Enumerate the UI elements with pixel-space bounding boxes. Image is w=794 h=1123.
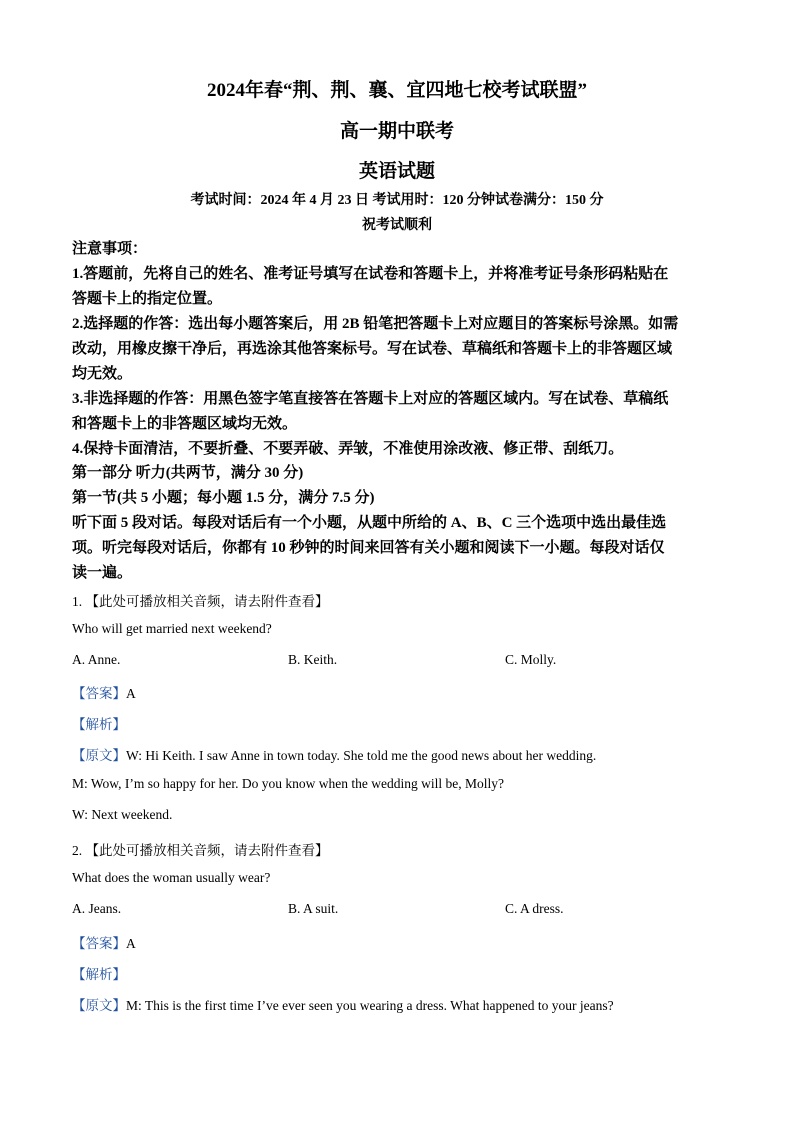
transcript-line bbox=[72, 744, 596, 764]
transcript-text: M: This is the first time I’ve ever seen you wearing a dress. What happened to your jeans? bbox=[126, 998, 614, 1013]
option-c: C. A dress. bbox=[505, 901, 564, 916]
exam-info: 考试时间：2024 年 4 月 23 日 考试用时：120 分钟试卷满分：150 分 bbox=[190, 193, 604, 208]
question-stem: What does the woman usually wear? bbox=[72, 870, 271, 885]
subject-title: 英语试题 bbox=[358, 161, 435, 182]
notice-line: 4.保持卡面清洁，不要折叠、不要弄破、弄皱，不准使用涂改液、修正带、刮纸刀。 bbox=[72, 441, 624, 457]
answer-tag: 【答案】 bbox=[72, 686, 126, 701]
analysis-tag: 【解析】 bbox=[72, 717, 126, 732]
notice-line: 1.答题前，先将自己的姓名、准考证号填写在试卷和答题卡上，并将准考证号条形码粘贴在 bbox=[72, 266, 669, 282]
notice-line: 改动，用橡皮擦干净后，再选涂其他答案标号。写在试卷、草稿纸和答题卡上的非答题区域 bbox=[72, 341, 673, 357]
transcript-text: W: Hi Keith. I saw Anne in town today. She told me the good news about her wedding. bbox=[126, 748, 597, 763]
analysis-tag: 【解析】 bbox=[72, 967, 126, 982]
notice-line: 答题卡上的指定位置。 bbox=[72, 291, 223, 307]
answer-line bbox=[72, 932, 136, 952]
instruction-line: 读一遍。 bbox=[72, 565, 133, 581]
answer-value: A bbox=[126, 686, 136, 701]
part-heading: 第一部分 听力(共两节，满分 30 分) bbox=[72, 465, 304, 481]
sub-heading: 第一节(共 5 小题；每小题 1.5 分，满分 7.5 分) bbox=[72, 490, 375, 506]
option-a: A. Anne. bbox=[72, 652, 121, 667]
answer-value: A bbox=[126, 936, 136, 951]
answer-line bbox=[72, 682, 136, 702]
answer-tag: 【答案】 bbox=[72, 936, 126, 951]
transcript-line: W: Next weekend. bbox=[72, 807, 173, 822]
original-tag: 【原文】 bbox=[72, 998, 126, 1013]
transcript-line: M: Wow, I’m so happy for her. Do you know when the wedding will be, Molly? bbox=[72, 776, 504, 791]
exam-subtitle: 高一期中联考 bbox=[339, 121, 454, 142]
original-tag: 【原文】 bbox=[72, 748, 126, 763]
notice-line: 和答题卡上的非答题区域均无效。 bbox=[72, 416, 298, 432]
instruction-line: 听下面 5 段对话。每段对话后有一个小题，从题中所给的 A、B、C 三个选项中选出最佳选 bbox=[72, 515, 667, 531]
option-a: A. Jeans. bbox=[72, 901, 122, 916]
notice-line: 3.非选择题的作答：用黑色签字笔直接答在答题卡上对应的答题区域内。写在试卷、草稿纸 bbox=[72, 391, 669, 407]
instruction-line: 项。听完每段对话后，你都有 10 秒钟的时间来回答有关小题和阅读下一小题。每段对话仅 bbox=[72, 540, 665, 556]
exam-title: 2024年春“荆、荆、襄、宜四地七校考试联盟” bbox=[206, 80, 587, 101]
option-b: B. A suit. bbox=[288, 901, 339, 916]
question-audio-link[interactable]: 2. 【此处可播放相关音频，请去附件查看】 bbox=[72, 843, 329, 858]
transcript-line bbox=[72, 994, 614, 1014]
notice-heading: 注意事项： bbox=[72, 241, 148, 257]
notice-line: 2.选择题的作答：选出每小题答案后，用 2B 铅笔把答题卡上对应题目的答案标号涂黑。如需 bbox=[72, 316, 679, 332]
option-c: C. Molly. bbox=[505, 652, 557, 667]
good-luck-text: 祝考试顺利 bbox=[362, 218, 432, 233]
question-audio-link[interactable]: 1. 【此处可播放相关音频，请去附件查看】 bbox=[72, 594, 329, 609]
notice-line: 均无效。 bbox=[72, 366, 133, 382]
option-b: B. Keith. bbox=[288, 652, 338, 667]
question-stem: Who will get married next weekend? bbox=[72, 621, 272, 636]
